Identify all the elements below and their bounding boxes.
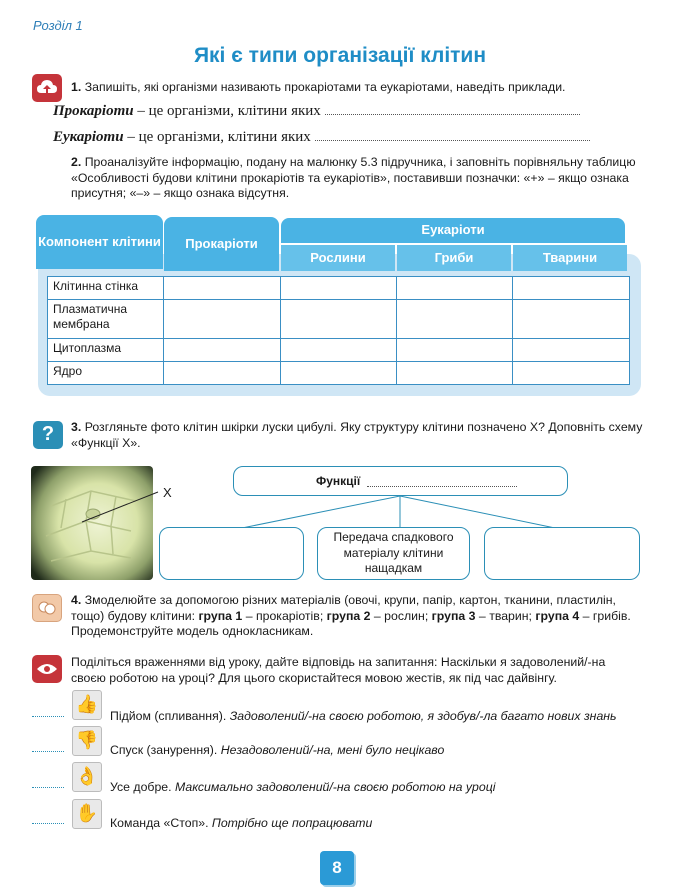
gesture-name: Усе добре. [110,780,172,794]
table-cell[interactable] [397,277,513,300]
table-cell[interactable] [163,300,280,339]
group-label: група 1 [198,608,243,623]
table-cell[interactable] [397,339,513,362]
upload-cloud-icon [32,74,62,102]
function-box-center: Передача спадкового матеріалу клітини нащадкам [317,527,470,580]
table-row [48,277,630,300]
stop-hand-icon: ✋ [72,799,102,829]
thumbs-up-icon: 👍 [72,690,102,720]
reflection-text: Поділіться враженнями від уроку, дайте відповідь на запитання: Наскільки я задоволений/-на своєю роботою на уроці? Для цього скористайтеся мовою жестів, як під час дайвінгу. [71,655,606,685]
task4-text: – прокаріотів; [242,608,327,623]
functions-box [233,466,568,496]
page-number: 8 [320,851,354,885]
eye-icon [32,655,62,683]
header-animals: Тварини [513,245,627,271]
answer-line[interactable] [32,751,64,752]
gesture-row [110,780,495,796]
answer-line[interactable] [325,114,580,115]
term-eukaryotes: Еукаріоти [53,129,124,145]
pointer-line [80,486,164,526]
gesture-row [110,743,444,759]
gesture-desc: Незадоволений/-на, мені було нецікаво [220,743,445,757]
task3-number: 3. [71,420,82,434]
group-label: група 4 [535,608,580,623]
group-label: група 3 [431,608,476,623]
functions-label: Функції [316,474,361,488]
task3-prompt [71,420,643,451]
row-label: Ядро [48,362,164,385]
table-row [48,362,630,385]
row-label: Цитоплазма [48,339,164,362]
task1-text: Запишіть, які організми називають прокаріотами та еукаріотами, наведіть приклади. [84,80,566,94]
task1-prompt [71,80,641,96]
header-component: Компонент клітини [36,215,163,269]
answer-line[interactable] [32,823,64,824]
task4-text: – тварин; [475,608,536,623]
table-cell[interactable] [163,362,280,385]
task1-number: 1. [71,80,82,94]
section-label: Розділ 1 [33,18,83,33]
row-label: Клітинна стінка [48,277,164,300]
answer-line[interactable] [32,787,64,788]
table-cell[interactable] [163,339,280,362]
group-label: група 2 [326,608,371,623]
task4-prompt [71,593,643,640]
table-cell[interactable] [163,277,280,300]
definition-prokaryotes [53,102,580,121]
function-box-left[interactable] [159,527,304,580]
task4-text: – грибів. Продемонструйте модель однокласникам. [71,608,631,639]
table-cell[interactable] [513,300,630,339]
task2-number: 2. [71,155,82,169]
hands-icon [32,594,62,622]
table-cell[interactable] [280,277,397,300]
table-cell[interactable] [513,277,630,300]
task2-prompt [71,155,643,202]
function-box-right[interactable] [484,527,640,580]
term-prokaryotes: Прокаріоти [53,103,134,119]
gesture-name: Команда «Стоп». [110,816,209,830]
gesture-row [110,709,617,725]
answer-line[interactable] [315,140,590,141]
header-prokaryotes: Прокаріоти [164,217,279,271]
table-cell[interactable] [280,339,397,362]
task4-text: – рослин; [370,608,432,623]
ok-hand-icon: 👌 [72,762,102,792]
gesture-desc: Задоволений/-на своєю роботою, я здобув/-ла багато нових знань [229,709,617,723]
marker-x: Х [163,485,172,500]
table-cell[interactable] [280,362,397,385]
definition-eukaryotes [53,128,590,147]
table-cell[interactable] [397,362,513,385]
table-cell[interactable] [513,362,630,385]
task2-text: Проаналізуйте інформацію, подану на малюнку 5.3 підручника, і заповніть порівняльну таблицю «Особливості будови клітини прокаріотів та еукаріотів», поставивши позначки: «+» – якщо ознака присутня; «–» – якщо ознака відсутня. [71,155,636,201]
header-eukaryotes: Еукаріоти [281,218,625,243]
question-icon: ? [33,421,63,449]
def-prokaryotes-text: – це організми, клітини яких [133,103,321,119]
table-cell[interactable] [280,300,397,339]
table-cell[interactable] [397,300,513,339]
answer-line[interactable] [367,475,517,487]
gesture-desc: Максимально задоволений/-на своєю роботою на уроці [174,780,496,794]
answer-line[interactable] [32,716,64,717]
gesture-row [110,816,372,832]
def-eukaryotes-text: – це організми, клітини яких [123,129,311,145]
table-cell[interactable] [513,339,630,362]
gesture-name: Спуск (занурення). [110,743,218,757]
scheme-connectors [230,495,570,530]
task4-number: 4. [71,593,82,607]
task3-text: Розгляньте фото клітин шкірки луски цибулі. Яку структуру клітини позначено Х? Доповніть схему «Функції Х». [71,420,643,450]
row-label: Плазматична мембрана [48,300,164,339]
header-fungi: Гриби [397,245,511,271]
table-row [48,339,630,362]
gesture-desc: Потрібно ще попрацювати [211,816,373,830]
comparison-table [47,276,630,385]
table-row [48,300,630,339]
task4-text: Змоделюйте за допомогою різних матеріалів (овочі, крупи, папір, картон, тканини, пластилін, тощо) будову клітини: [71,593,616,623]
gesture-name: Підйом (спливання). [110,709,227,723]
page-title: Які є типи організації клітин [193,44,487,67]
thumbs-down-icon: 👎 [72,726,102,756]
header-plants: Рослини [281,245,395,271]
